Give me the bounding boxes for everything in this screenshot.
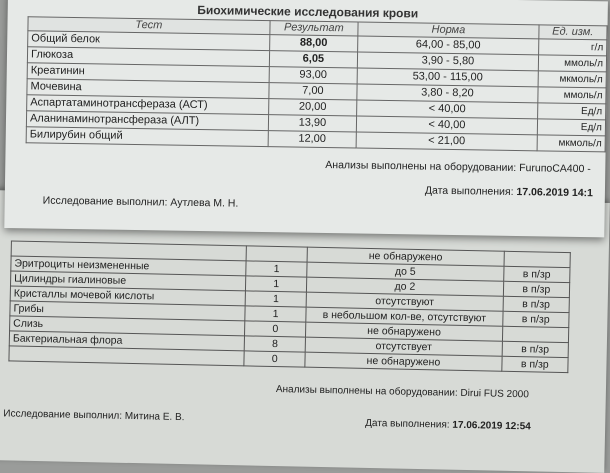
header-unit: Ед. изм. — [539, 25, 608, 40]
result-cell: 1 — [246, 276, 307, 292]
norm-cell: до 2 — [307, 277, 504, 296]
top-date-line — [425, 185, 593, 200]
test-name-cell: Билирубин общий — [26, 127, 268, 147]
result-cell: 1 — [245, 291, 306, 307]
top-equipment-note: Анализы выполнены на оборудовании: FuruпоCA400 - — [325, 159, 591, 176]
norm-cell: отсутствует — [305, 337, 502, 356]
bottom-date-line — [365, 418, 531, 432]
unit-cell: ммоль/л — [538, 55, 607, 72]
result-cell: 1 — [246, 261, 307, 277]
test-name-cell: Глюкоза — [27, 47, 269, 67]
top-performer-note: Исследование выполнил: Аутлева М. Н. — [42, 194, 239, 210]
result-cell: 1 — [245, 306, 306, 322]
test-name-cell: Грибы — [10, 301, 245, 321]
norm-cell: не обнаружено — [306, 322, 503, 341]
test-name-cell: Аспартатаминотрансфераза (АСТ) — [27, 95, 269, 115]
unit-cell: мкмоль/л — [538, 71, 607, 88]
test-name-cell: Общий белок — [28, 31, 270, 51]
norm-cell: 3,80 - 8,20 — [357, 84, 538, 103]
unit-cell — [502, 326, 569, 342]
result-cell: 6,05 — [269, 51, 358, 68]
norm-cell: не обнаружено — [305, 352, 502, 371]
result-cell: 8 — [244, 336, 305, 352]
sheet-title: Биохимические исследования крови — [197, 2, 419, 21]
norm-cell: отсутствуют — [306, 292, 503, 311]
test-name-cell: Бактериальная флора — [9, 331, 244, 351]
result-cell: 12,00 — [268, 131, 357, 148]
norm-cell: до 5 — [307, 262, 504, 281]
unit-cell: в п/зр — [503, 281, 570, 297]
header-result: Результат — [269, 21, 358, 36]
unit-cell: ммоль/л — [537, 87, 606, 104]
unit-cell: г/л — [538, 39, 607, 56]
result-cell: 0 — [245, 321, 306, 337]
norm-cell: < 21,00 — [356, 132, 537, 151]
result-cell: 93,00 — [269, 67, 358, 84]
result-cell: 20,00 — [268, 99, 357, 116]
biochemistry-sheet — [4, 0, 608, 237]
unit-cell: мкмоль/л — [537, 135, 606, 152]
header-norm: Норма — [358, 22, 539, 39]
test-name-cell: Мочевина — [27, 79, 269, 99]
unit-cell: Ед/л — [537, 119, 606, 136]
unit-cell: Ед/л — [537, 103, 606, 120]
result-cell: 13,90 — [268, 115, 357, 132]
norm-cell: 53,00 - 115,00 — [357, 68, 538, 87]
bottom-performer-note: Исследование выполнил: Митина Е. В. — [3, 408, 185, 424]
bottom-date-value: 17.06.2019 12:54 — [452, 419, 531, 433]
result-cell: 88,00 — [269, 35, 358, 52]
norm-cell: < 40,00 — [357, 116, 538, 135]
norm-cell: 64,00 - 85,00 — [358, 36, 539, 55]
test-name-cell: Аланинаминотрансфераза (АЛТ) — [26, 111, 268, 131]
result-cell: 0 — [244, 351, 305, 367]
urinalysis-table — [8, 240, 570, 373]
top-date-label: Дата выполнения: — [424, 184, 514, 198]
result-cell — [246, 246, 307, 262]
unit-cell: в п/зр — [501, 356, 568, 372]
unit-cell — [504, 251, 571, 267]
unit-cell: в п/зр — [502, 341, 569, 357]
test-name-cell: Цилиндры гиалиновые — [10, 271, 245, 291]
bottom-date-label: Дата выполнения: — [365, 417, 450, 431]
biochemistry-table — [26, 16, 608, 152]
unit-cell: в п/зр — [503, 296, 570, 312]
norm-cell: 3,90 - 5,80 — [358, 52, 539, 71]
unit-cell: в п/зр — [502, 311, 569, 327]
header-test: Тест — [28, 17, 270, 35]
top-date-value: 17.06.2019 14:1 — [516, 186, 594, 200]
unit-cell: в п/зр — [503, 266, 570, 282]
bottom-equipment-note: Анализы выполнены на оборудовании: Dirui FUS 2000 — [275, 384, 529, 401]
norm-cell: в небольшом кол-ве, отсутствуют — [306, 307, 503, 326]
result-cell: 7,00 — [268, 83, 357, 100]
test-name-cell: Слизь — [10, 316, 245, 336]
test-name-cell: Кристаллы мочевой кислоты — [10, 286, 245, 306]
test-name-cell: Креатинин — [27, 63, 269, 83]
norm-cell: не обнаружено — [307, 247, 504, 266]
norm-cell: < 40,00 — [357, 100, 538, 119]
test-name-cell: Эритроциты неизмененные — [11, 256, 246, 276]
